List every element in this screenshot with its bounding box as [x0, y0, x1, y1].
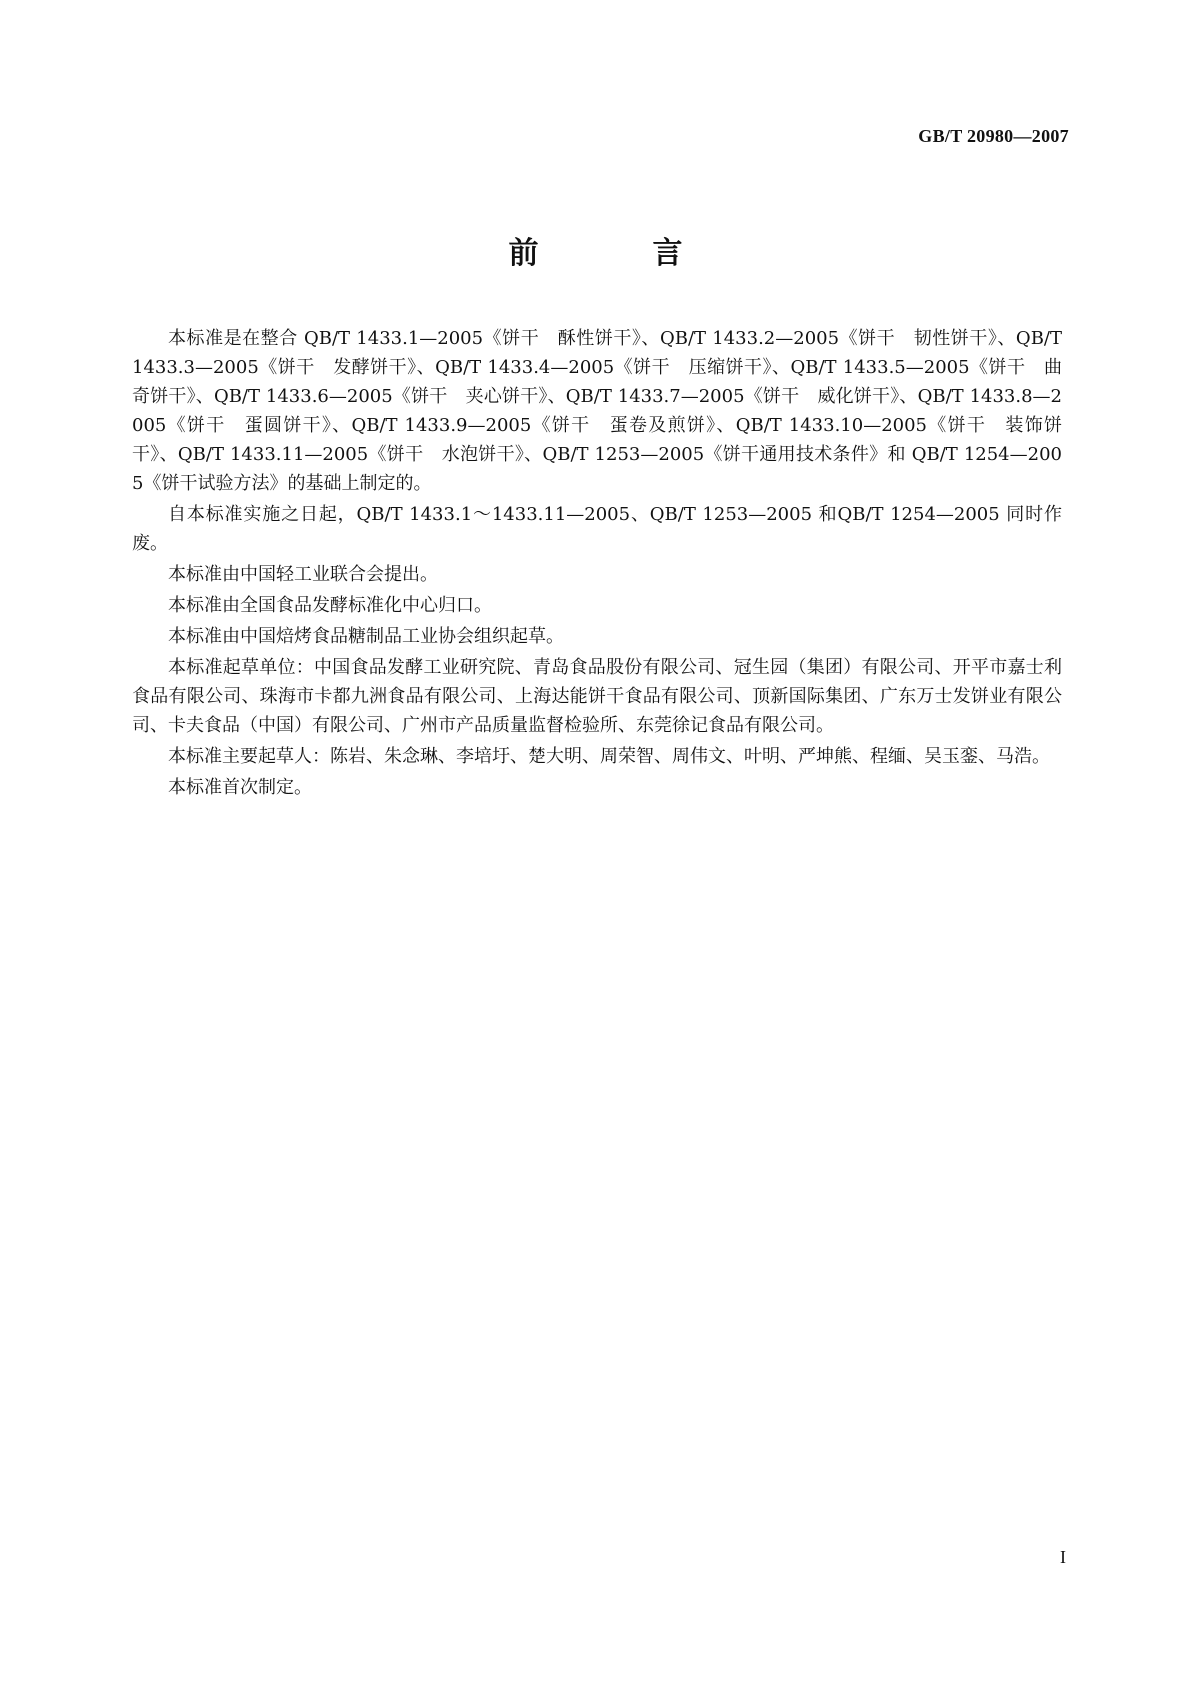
paragraph-organizer: 本标准由中国焙烤食品糖制品工业协会组织起草。 — [168, 626, 564, 647]
paragraph-first-issue: 本标准首次制定。 — [168, 777, 312, 798]
paragraph-centralized: 本标准由全国食品发酵标准化中心归口。 — [168, 595, 492, 616]
standard-code: GB/T 20980—2007 — [918, 126, 1069, 146]
page-number: I — [1060, 1547, 1066, 1567]
paragraph-drafters: 本标准主要起草人：陈岩、朱念琳、李培圩、楚大明、周荣智、周伟文、叶明、严坤熊、程缅、吴玉銮、马浩。 — [168, 746, 1050, 767]
foreword-body — [132, 324, 1062, 804]
paragraph-proposer: 本标准由中国轻工业联合会提出。 — [168, 564, 438, 585]
page-title: 前 言 — [508, 236, 725, 271]
paragraph-drafting-units: 本标准起草单位：中国食品发酵工业研究院、青岛食品股份有限公司、冠生园（集团）有限公司、开平市嘉士利食品有限公司、珠海市卡都九洲食品有限公司、上海达能饼干食品有限公司、顶新国际集团、广东万士发饼业有限公司、卡夫食品（中国）有限公司、广州市产品质量监督检验所、东莞徐记食品有限公司。 — [132, 657, 1062, 736]
paragraph-abolition: 自本标准实施之日起，QB/T 1433.1～1433.11—2005、QB/T 1253—2005 和QB/T 1254—2005 同时作废。 — [132, 504, 1062, 554]
paragraph-basis: 本标准是在整合 QB/T 1433.1—2005《饼干 酥性饼干》、QB/T 1433.2—2005《饼干 韧性饼干》、QB/T 1433.3—2005《饼干 发酵饼干》、QB/T 1433.4—2005《饼干 压缩饼干》、QB/T 1433.5—2005《饼干 曲奇饼干》、QB/T 1433.6—2005《饼干 夹心饼干》、QB/T 1433.7—2005《饼干 威化饼干》、QB/T 1433.8—2005《饼干 蛋圆饼干》、QB/T 1433.9—2005《饼干 蛋卷及煎饼》、QB/T 1433.10—2005《饼干 装饰饼干》、QB/T 1433.11—2005《饼干 水泡饼干》、QB/T 1253—2005《饼干通用技术条件》和 QB/T 1254—2005《饼干试验方法》的基础上制定的。 — [132, 328, 1062, 494]
